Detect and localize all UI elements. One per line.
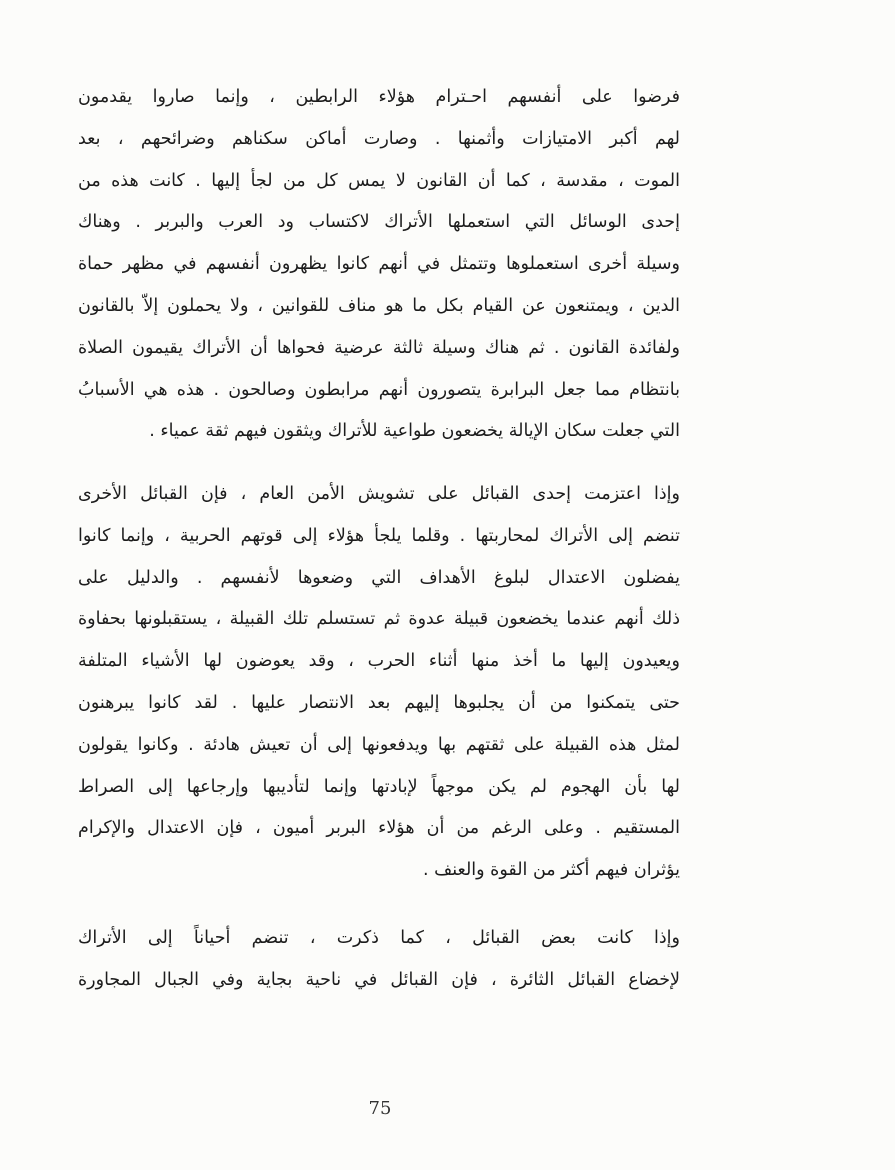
- paragraph-3: [78, 918, 680, 1002]
- text-line: الموت ، مقدسة ، كما أن القانون لا يمس كل من لجأ إليها . كانت هذه من: [78, 170, 680, 191]
- text-line: حتى يتمكنوا من أن يجلبوها إليهم بعد الانتصار عليها . لقد كانوا يبرهنون: [78, 692, 680, 713]
- text-line: تنضم إلى الأتراك لمحاربتها . وقلما يلجأ هؤلاء إلى قوتهم الحربية ، وإنما كانوا: [78, 525, 680, 546]
- text-line: لها بأن الهجوم لم يكن موجهاً لإبادتها وإنما لتأديبها وإرجاعها إلى الصراط: [78, 776, 680, 797]
- text-line: يؤثران فيهم أكثر من القوة والعنف .: [422, 860, 680, 881]
- paragraph-2: [78, 474, 680, 892]
- text-line: ذلك أنهم عندما يخضعون قبيلة عدوة ثم تستسلم تلك القبيلة ، يستقبلونها بحفاوة: [78, 609, 680, 630]
- paragraph-1: [78, 77, 680, 453]
- text-line: الدين ، ويمتنعون عن القيام بكل ما هو مناف للقوانين ، ولا يحملون إلاّ بالقانون: [78, 295, 680, 316]
- text-line: فرضوا على أنفسهم احـترام هؤلاء الرابطين ، وإنما صاروا يقدمون: [78, 87, 680, 107]
- text-line: لهم أكبر الامتيازات وأثمنها . وصارت أماكن سكناهم وضرائحهم ، بعد: [78, 128, 680, 149]
- text-line: ويعيدون إليها ما أخذ منها أثناء الحرب ، وقد يعوضون لها الأشياء المتلفة: [78, 651, 680, 672]
- text-line: لإخضاع القبائل الثائرة ، فإن القبائل في ناحية بجاية وفي الجبال المجاورة: [78, 969, 680, 990]
- text-line: لمثل هذه القبيلة على ثقتهم بها ويدفعونها إلى أن تعيش هادئة . وكانوا يقولون: [78, 734, 680, 755]
- text-line: وإذا اعتزمت إحدى القبائل على تشويش الأمن العام ، فإن القبائل الأخرى: [78, 484, 680, 504]
- text-line: يفضلون الاعتدال لبلوغ الأهداف التي وضعوها لأنفسهم . والدليل على: [78, 567, 680, 588]
- text-line: ولفائدة القانون . ثم هناك وسيلة ثالثة عرضية فحواها أن الأتراك يقيمون الصلاة: [78, 337, 680, 358]
- page-number: 75: [368, 1098, 392, 1119]
- text-line: وسيلة أخرى استعملوها وتتمثل في أنهم كانوا يظهرون أنفسهم في مظهر حماة: [78, 254, 680, 275]
- text-line: إحدى الوسائل التي استعملها الأتراك لاكتساب ود العرب والبربر . وهناك: [78, 212, 680, 233]
- text-line: المستقيم . وعلى الرغم من أن هؤلاء البربر أميون ، فإن الاعتدال والإكرام: [78, 818, 680, 839]
- text-line: التي جعلت سكان الإيالة يخضعون طواعية للأتراك ويثقون فيهم ثقة عمياء .: [149, 421, 680, 442]
- text-line: وإذا كانت بعض القبائل ، كما ذكرت ، تنضم أحياناً إلى الأتراك: [78, 928, 680, 948]
- text-line: بانتظام مما جعل البرابرة يتصورون أنهم مرابطون وصالحون . هذه هي الأسبابُ: [78, 379, 680, 400]
